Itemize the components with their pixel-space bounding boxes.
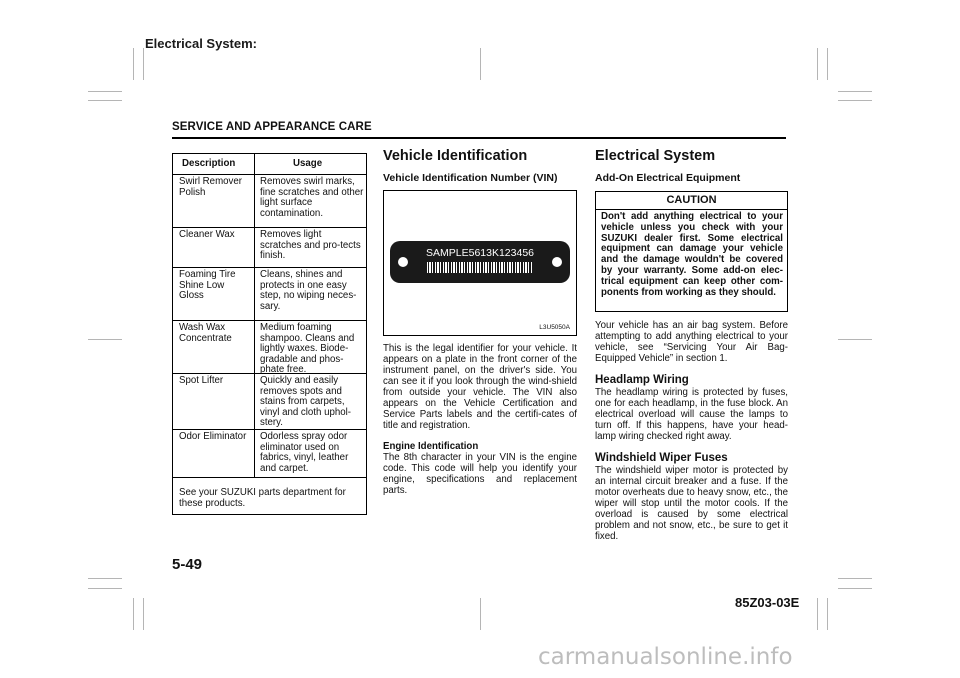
wiper-paragraph: The windshield wiper motor is protected by an internal circuit breaker and a fuse. If the motor overheats due to heavy snow, etc., the wiper will stop until the motor cools. If the overload is caused by some electrical problem and not snow, etc., be sure to get it fixed.: [595, 465, 788, 542]
page-number: 5-49: [172, 556, 203, 573]
table-row: [173, 374, 366, 430]
crop-mark: [88, 578, 122, 579]
row-usage: Odorless spray odor eliminator used on fabrics, vinyl, leather and carpet.: [260, 431, 349, 474]
table-row: [173, 228, 366, 268]
crop-mark: [838, 578, 872, 579]
row-description: Foaming Tire Shine Low Gloss: [179, 269, 236, 302]
crop-mark: [143, 598, 144, 630]
vehicle-identification-heading: Vehicle Identification: [383, 148, 528, 164]
crop-mark: [838, 100, 872, 101]
row-usage: Quickly and easily removes spots and stains from carpets, vinyl and cloth uphol-stery.: [260, 375, 352, 429]
section-title: SERVICE AND APPEARANCE CARE: [172, 121, 372, 133]
manual-code: 85Z03-03E: [735, 595, 800, 610]
windshield-wiper-fuses-heading: Windshield Wiper Fuses: [595, 452, 728, 464]
column-header-usage: Usage: [293, 158, 323, 169]
airbag-paragraph: Your vehicle has an air bag system. Before attempting to add anything electrical to your vehicle, see “Servicing Your Air Bag-Equipped Vehicle” in section 1.: [595, 320, 788, 364]
row-description: Cleaner Wax: [179, 229, 235, 240]
care-products-table: [172, 153, 367, 515]
table-row: [173, 268, 366, 321]
crop-mark: [838, 588, 872, 589]
crop-mark: [827, 598, 828, 630]
row-description: Odor Eliminator: [179, 431, 247, 442]
table-row: [173, 321, 366, 374]
row-description: Spot Lifter: [179, 375, 224, 386]
caution-title: CAUTION: [596, 192, 787, 210]
crop-mark: [838, 91, 872, 92]
crop-mark: [88, 91, 122, 92]
row-description: Wash Wax Concentrate: [179, 322, 232, 344]
crop-mark: [838, 339, 872, 340]
add-on-equipment-heading: Add-On Electrical Equipment: [595, 172, 741, 184]
vin-plate-illustration: [383, 190, 577, 336]
column-header-description: Description: [182, 158, 236, 169]
crop-mark: [817, 48, 818, 80]
row-description: Swirl Remover Polish: [179, 176, 242, 198]
row-usage: Medium foaming shampoo. Cleans and lightly waxes. Biode-gradable and phos-phate free.: [260, 322, 355, 376]
caution-text: Don't add anything electrical to your vehicle unless you check with your SUZUKI dealer first. Some electrical equipment can damage your vehicle and the damage wouldn't be covered by your warranty. Some add-on elec-trical equipment can keep other com-ponents from working as they should.: [601, 211, 783, 298]
table-header: [173, 154, 366, 175]
header-rule: [172, 137, 786, 139]
watermark: carmanualsonline.info: [538, 644, 793, 670]
table-footer-note: See your SUZUKI parts department for these products.: [179, 487, 346, 509]
crop-mark: [133, 48, 134, 80]
crop-mark: [817, 598, 818, 630]
crop-mark: [827, 48, 828, 80]
vin-plate-text: SAMPLE5613K123456: [426, 247, 534, 259]
crop-mark: [88, 588, 122, 589]
chapter-title: Electrical System:: [145, 36, 258, 51]
row-usage: Removes light scratches and pro-tects finish.: [260, 229, 361, 262]
engine-identification-heading: Engine Identification: [383, 441, 479, 452]
crop-mark: [480, 48, 481, 80]
row-usage: Cleans, shines and protects in one easy step, no wiping neces-sary.: [260, 269, 357, 312]
headlamp-wiring-heading: Headlamp Wiring: [595, 374, 689, 386]
table-row: [173, 175, 366, 228]
row-usage: Removes swirl marks, fine scratches and other light surface contamination.: [260, 176, 364, 219]
crop-mark: [88, 100, 122, 101]
vin-heading: Vehicle Identification Number (VIN): [383, 172, 558, 184]
barcode: [427, 262, 533, 273]
crop-mark: [480, 598, 481, 630]
engine-paragraph: The 8th character in your VIN is the engine code. This code will help you identify your engine, specifications and replacement parts.: [383, 452, 577, 496]
image-code: L3U5050A: [539, 324, 570, 331]
headlamp-paragraph: The headlamp wiring is protected by fuses, one for each headlamp, in the fuse block. An electrical overload will cause the lamps to turn off. If this happens, have your head-lamp wiring checked right away.: [595, 387, 788, 442]
caution-box: [595, 191, 788, 312]
crop-mark: [133, 598, 134, 630]
crop-mark: [88, 339, 122, 340]
crop-mark: [143, 48, 144, 80]
electrical-system-heading: Electrical System: [595, 148, 716, 164]
table-row: [173, 430, 366, 478]
vin-paragraph: This is the legal identifier for your vehicle. It appears on a plate in the front corner of the instrument panel, on the driver's side. You can see it if you look through the wind-shield from outside your vehicle. The VIN also appears on the Vehicle Certification and Service Parts labels and the certifi-cates of title and registration.: [383, 343, 577, 431]
vin-plate: [390, 241, 570, 283]
